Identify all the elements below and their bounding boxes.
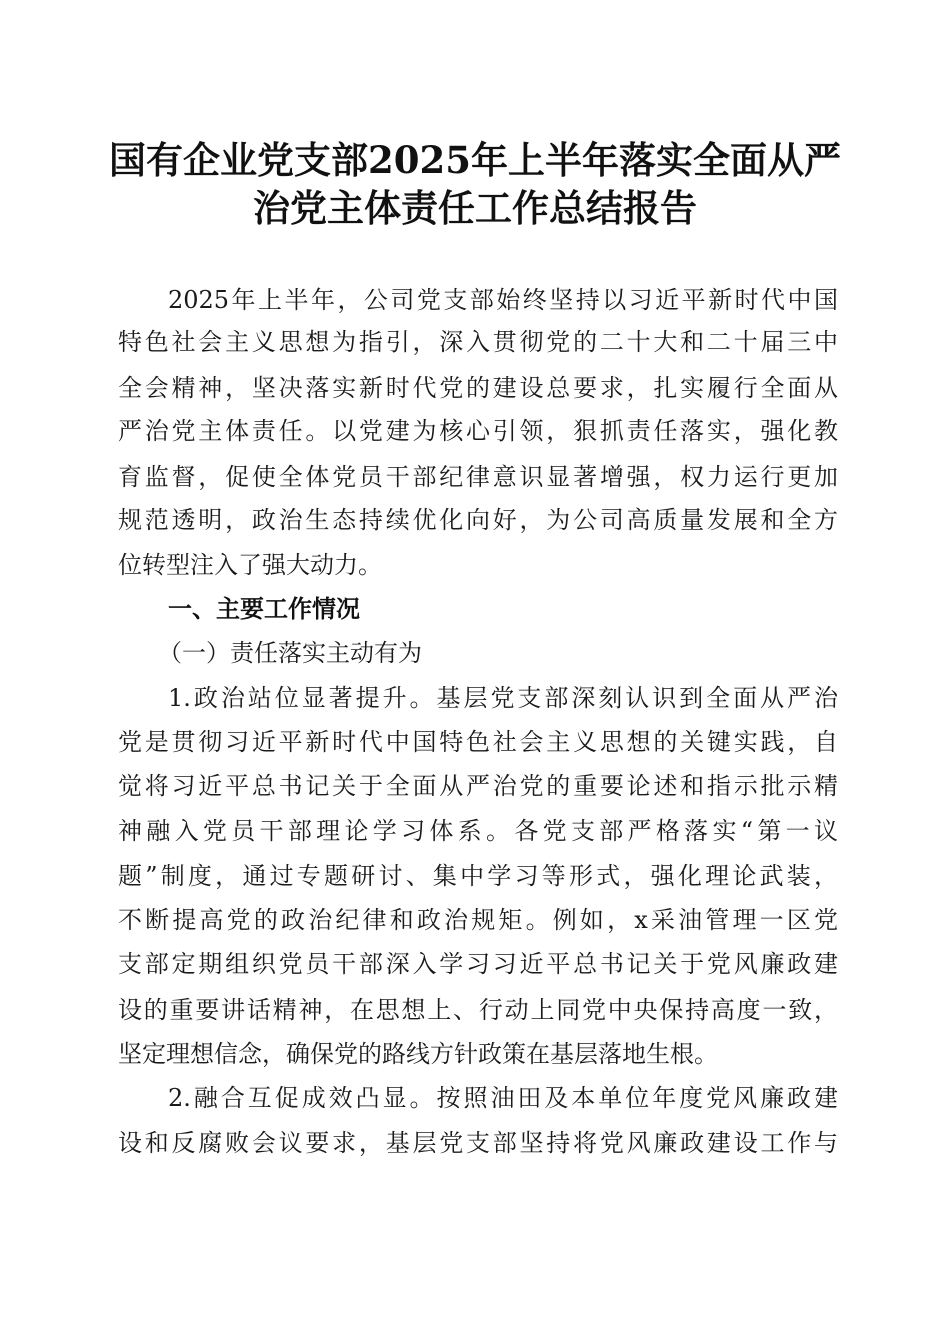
document-title-line-1: 国有企业党支部2025年上半年落实全面从严 [109,138,841,182]
item1-paragraph-line: 党是贯彻习近平新时代中国特色社会主义思想的关键实践，自 [118,728,838,756]
item2-paragraph-line: 设和反腐败会议要求，基层党支部坚持将党风廉政建设工作与 [118,1129,838,1157]
intro-paragraph-line: 特色社会主义思想为指引，深入贯彻党的二十大和二十届三中 [118,328,838,356]
intro-paragraph-line: 严治党主体责任。以党建为核心引领，狠抓责任落实，强化教 [118,417,838,445]
subsection-heading: （一）责任落实主动有为 [158,639,422,667]
intro-paragraph-line: 规范透明，政治生态持续优化向好，为公司高质量发展和全方 [118,506,838,534]
item1-paragraph-line: 不断提高党的政治纪律和政治规矩。例如，x采油管理一区党 [118,906,838,934]
item1-paragraph-line: 1.政治站位显著提升。基层党支部深刻认识到全面从严治 [168,684,838,712]
item1-paragraph-line: 神融入党员干部理论学习体系。各党支部严格落实“第一议 [118,817,838,845]
item1-paragraph-line: 坚定理想信念，确保党的路线方针政策在基层落地生根。 [118,1040,718,1068]
intro-paragraph-line: 2025年上半年，公司党支部始终坚持以习近平新时代中国 [168,286,838,314]
intro-paragraph-line: 育监督，促使全体党员干部纪律意识显著增强，权力运行更加 [118,463,838,491]
intro-paragraph-line: 位转型注入了强大动力。 [118,551,382,579]
item1-paragraph-line: 觉将习近平总书记关于全面从严治党的重要论述和指示批示精 [118,772,838,800]
document-title-line-2: 治党主体责任工作总结报告 [253,186,697,230]
intro-paragraph-line: 全会精神，坚决落实新时代党的建设总要求，扎实履行全面从 [118,374,838,402]
item1-paragraph-line: 题”制度，通过专题研讨、集中学习等形式，强化理论武装， [118,862,838,890]
item2-paragraph-line: 2.融合互促成效凸显。按照油田及本单位年度党风廉政建 [168,1084,838,1112]
item1-paragraph-line: 支部定期组织党员干部深入学习习近平总书记关于党风廉政建 [118,950,838,978]
section-heading: 一、主要工作情况 [168,595,360,623]
item1-paragraph-line: 设的重要讲话精神，在思想上、行动上同党中央保持高度一致， [118,996,838,1024]
